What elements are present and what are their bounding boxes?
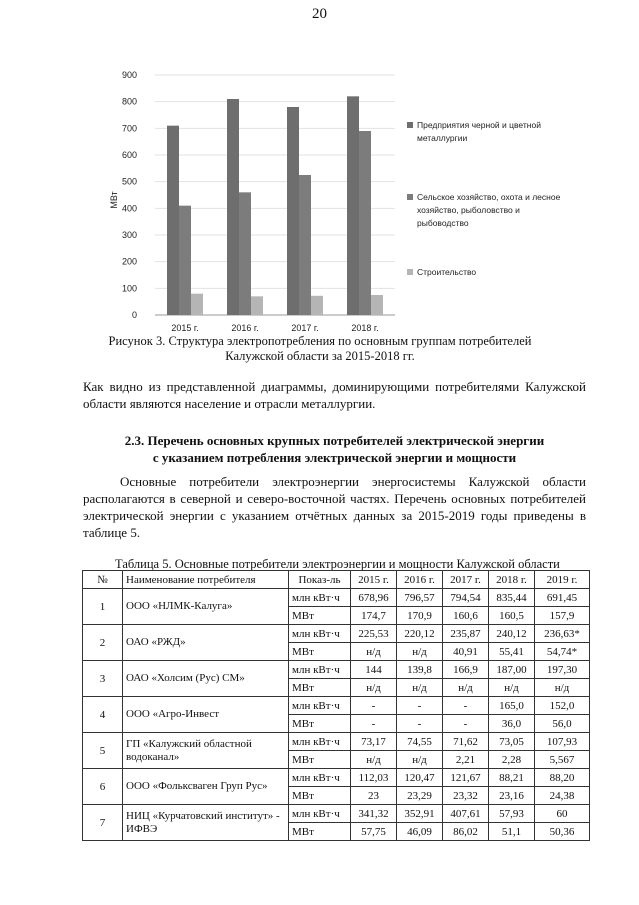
indicator-unit: млн кВт·ч — [289, 697, 351, 715]
chart-bars — [167, 96, 383, 315]
table-value: 235,87 — [443, 625, 489, 643]
table-value: 23,16 — [489, 787, 535, 805]
table-value: 86,02 — [443, 823, 489, 841]
table-value: - — [397, 697, 443, 715]
section-heading-line2: с указанием потребления электрической энергии и мощности — [152, 450, 517, 465]
indicator-unit: МВт — [289, 751, 351, 769]
table-value: 165,0 — [489, 697, 535, 715]
table-row — [83, 589, 590, 607]
table-value: 352,91 — [397, 805, 443, 823]
table-value: 678,96 — [351, 589, 397, 607]
table-value: н/д — [535, 679, 590, 697]
indicator-unit: млн кВт·ч — [289, 733, 351, 751]
table-header-cell: 2017 г. — [443, 571, 489, 589]
table-value: 121,67 — [443, 769, 489, 787]
chart-y-tick-label: 200 — [121, 256, 137, 267]
table-value: 56,0 — [535, 715, 590, 733]
chart-bar — [287, 107, 299, 315]
table-value: - — [443, 715, 489, 733]
table-value: 120,47 — [397, 769, 443, 787]
chart-bar — [167, 126, 179, 315]
table-value: 88,21 — [489, 769, 535, 787]
table-value: н/д — [489, 679, 535, 697]
chart-legend-label: хозяйство, рыболовство и — [417, 205, 520, 215]
consumer-name: ОАО «РЖД» — [123, 625, 289, 661]
chart-legend-swatch — [407, 269, 413, 275]
table-row — [83, 805, 590, 823]
chart-legend-swatch — [407, 122, 413, 128]
table-header-cell: Наименование потребителя — [123, 571, 289, 589]
indicator-unit: млн кВт·ч — [289, 769, 351, 787]
chart-bar — [371, 295, 383, 315]
table-value: - — [443, 697, 489, 715]
indicator-unit: МВт — [289, 607, 351, 625]
table-value: 5,567 — [535, 751, 590, 769]
indicator-unit: млн кВт·ч — [289, 625, 351, 643]
table-value: 225,53 — [351, 625, 397, 643]
table-value: н/д — [397, 679, 443, 697]
table-header-cell: Показ-ль — [289, 571, 351, 589]
consumer-name: ГП «Калужский областной водоканал» — [123, 733, 289, 769]
chart-x-tick-label: 2018 г. — [351, 323, 379, 333]
chart-bar — [299, 175, 311, 315]
chart-x-tick-labels — [171, 323, 378, 333]
paragraph-dominant-consumers: Как видно из представленной диаграммы, доминирующими потребителями Калужской области являются население и отрасли металлургии. — [83, 379, 586, 411]
chart-y-tick-label: 700 — [121, 123, 137, 134]
table-value: н/д — [351, 751, 397, 769]
chart-legend-swatch — [407, 194, 413, 200]
row-number: 6 — [83, 769, 123, 805]
chart-bar — [227, 99, 239, 315]
chart-bar — [311, 296, 323, 315]
table-value: 144 — [351, 661, 397, 679]
table-value: н/д — [397, 751, 443, 769]
chart-bar — [239, 192, 251, 315]
table-value: 157,9 — [535, 607, 590, 625]
table-value: 73,17 — [351, 733, 397, 751]
chart-legend-label: Сельское хозяйство, охота и лесное — [417, 192, 561, 202]
row-number: 2 — [83, 625, 123, 661]
indicator-unit: МВт — [289, 787, 351, 805]
table-row — [83, 733, 590, 751]
chart-bar — [191, 294, 203, 315]
section-heading — [83, 432, 586, 466]
consumer-name: ОАО «Холсим (Рус) СМ» — [123, 661, 289, 697]
table-value: 57,75 — [351, 823, 397, 841]
table-value: 40,91 — [443, 643, 489, 661]
table-value: н/д — [443, 679, 489, 697]
table-value: 24,38 — [535, 787, 590, 805]
chart-legend-label: Строительство — [417, 267, 477, 277]
page-number: 20 — [312, 6, 327, 22]
table-value: 73,05 — [489, 733, 535, 751]
table-row — [83, 625, 590, 643]
chart-y-tick-label: 100 — [121, 283, 137, 294]
figure-caption: Рисунок 3. Структура электропотребления по основным группам потребителей Калужской области за 2015-2018 гг. — [108, 334, 532, 363]
indicator-unit: млн кВт·ч — [289, 589, 351, 607]
bar-chart — [95, 60, 595, 360]
table-value: - — [351, 697, 397, 715]
table-value: 23,29 — [397, 787, 443, 805]
table-value: 107,93 — [535, 733, 590, 751]
table-value: 88,20 — [535, 769, 590, 787]
consumer-name: ООО «Агро-Инвест — [123, 697, 289, 733]
indicator-unit: млн кВт·ч — [289, 805, 351, 823]
table-value: 794,54 — [443, 589, 489, 607]
table-value: 236,63* — [535, 625, 590, 643]
chart-legend-label: металлургии — [417, 133, 468, 143]
table-value: 23 — [351, 787, 397, 805]
indicator-unit: МВт — [289, 823, 351, 841]
table-value: 60 — [535, 805, 590, 823]
section-heading-line1: 2.3. Перечень основных крупных потребителей электрической энергии — [124, 433, 545, 448]
table-value: 71,62 — [443, 733, 489, 751]
table-header-cell: 2019 г. — [535, 571, 590, 589]
consumer-name: НИЦ «Курчатовский институт» - ИФВЭ — [123, 805, 289, 841]
chart-y-tick-label: 0 — [131, 310, 137, 320]
indicator-unit: млн кВт·ч — [289, 661, 351, 679]
table-value: 407,61 — [443, 805, 489, 823]
chart-bar — [179, 206, 191, 315]
row-number: 7 — [83, 805, 123, 841]
table-value: 160,6 — [443, 607, 489, 625]
table-value: 796,57 — [397, 589, 443, 607]
row-number: 3 — [83, 661, 123, 697]
consumers-table — [82, 570, 590, 841]
table-value: 23,32 — [443, 787, 489, 805]
table-value: н/д — [351, 643, 397, 661]
chart-y-tick-label: 500 — [121, 176, 137, 187]
table-value: 36,0 — [489, 715, 535, 733]
table-caption: Таблица 5. Основные потребители электроэнергии и мощности Калужской области — [115, 557, 560, 571]
table-value: н/д — [351, 679, 397, 697]
table-value: 51,1 — [489, 823, 535, 841]
chart-x-tick-label: 2017 г. — [291, 323, 319, 333]
table-header-cell: 2018 г. — [489, 571, 535, 589]
table-value: 2,28 — [489, 751, 535, 769]
table-value: 341,32 — [351, 805, 397, 823]
table-header-cell: 2015 г. — [351, 571, 397, 589]
table-value: 74,55 — [397, 733, 443, 751]
table-value: 691,45 — [535, 589, 590, 607]
table-value: 57,93 — [489, 805, 535, 823]
table-value: 170,9 — [397, 607, 443, 625]
chart-y-tick-label: 400 — [121, 203, 137, 214]
chart-legend-label: Предприятия черной и цветной — [417, 120, 541, 130]
chart-legend-label: рыбоводство — [417, 218, 469, 228]
chart-y-tick-label: 800 — [121, 96, 137, 107]
table-value: - — [351, 715, 397, 733]
table-value: 174,7 — [351, 607, 397, 625]
chart-y-tick-label: 600 — [121, 150, 137, 160]
table-value: 152,0 — [535, 697, 590, 715]
consumer-name: ООО «Фольксваген Груп Рус» — [123, 769, 289, 805]
table-value: 220,12 — [397, 625, 443, 643]
chart-y-tick-label: 300 — [121, 230, 137, 240]
chart-legend — [407, 120, 561, 277]
chart-y-tick-labels — [122, 70, 137, 320]
paragraph-main-consumers: Основные потребители электроэнергии энергосистемы Калужской области располагаются в северной и северо-восточной частях. Перечень основных потребителей электрической энергии с указанием отчётных данных за 2015-2019 годы приведены в таблице 5. — [83, 474, 586, 540]
table-row — [83, 769, 590, 787]
row-number: 4 — [83, 697, 123, 733]
table-value: 166,9 — [443, 661, 489, 679]
chart-bar — [359, 131, 371, 315]
table-header-cell: № — [83, 571, 123, 589]
table-header-cell: 2016 г. — [397, 571, 443, 589]
indicator-unit: МВт — [289, 715, 351, 733]
chart-x-tick-label: 2016 г. — [231, 323, 259, 333]
indicator-unit: МВт — [289, 643, 351, 661]
table-value: 197,30 — [535, 661, 590, 679]
table-value: 2,21 — [443, 751, 489, 769]
table-value: 160,5 — [489, 607, 535, 625]
table-value: 139,8 — [397, 661, 443, 679]
chart-x-tick-label: 2015 г. — [171, 323, 199, 333]
indicator-unit: МВт — [289, 679, 351, 697]
table-value: 240,12 — [489, 625, 535, 643]
chart-bar — [251, 296, 263, 315]
table-row — [83, 661, 590, 679]
table-value: 54,74* — [535, 643, 590, 661]
table-header-row — [83, 571, 590, 589]
table-value: н/д — [397, 643, 443, 661]
chart-y-tick-label: 900 — [121, 70, 137, 80]
chart-bar — [347, 96, 359, 315]
table-value: 187,00 — [489, 661, 535, 679]
table-value: 55,41 — [489, 643, 535, 661]
table-value: - — [397, 715, 443, 733]
table-value: 50,36 — [535, 823, 590, 841]
chart-y-axis-label: МВт — [109, 191, 119, 209]
row-number: 1 — [83, 589, 123, 625]
consumer-name: ООО «НЛМК-Калуга» — [123, 589, 289, 625]
row-number: 5 — [83, 733, 123, 769]
table-value: 112,03 — [351, 769, 397, 787]
table-row — [83, 697, 590, 715]
table-value: 46,09 — [397, 823, 443, 841]
table-value: 835,44 — [489, 589, 535, 607]
